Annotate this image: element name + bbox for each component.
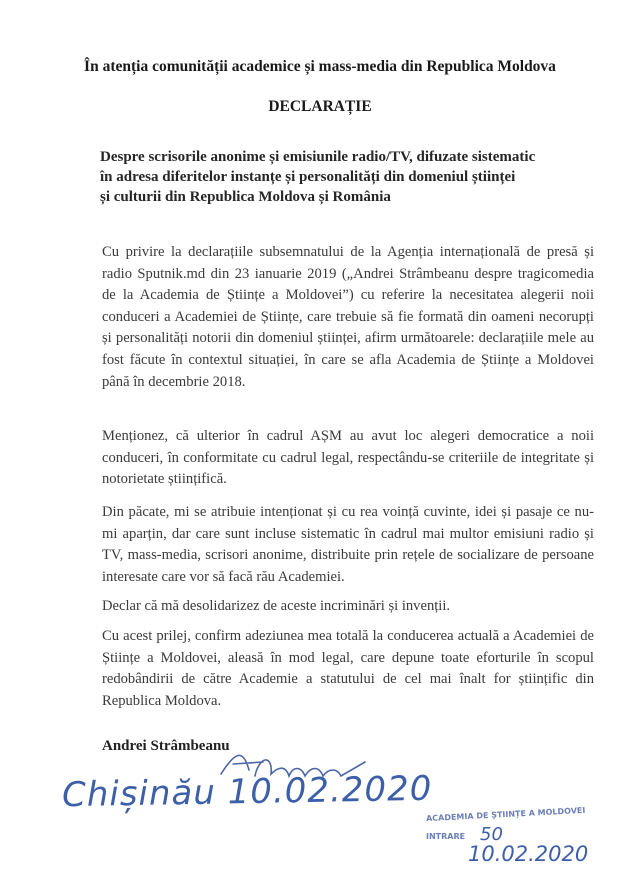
paragraph [102, 426, 594, 491]
paragraph-text: Cu acest prilej, confirm adeziunea mea totală la conducerea actuală a Academiei de Științe a Moldovei, aleasă în mod legal, care depune toate eforturile în scopul redobândirii de către Academie a statutului de cel mai înalt for științific din Republica Moldova. [102, 628, 594, 709]
subject-block [100, 147, 580, 207]
stamp-number: 50 [480, 824, 503, 845]
stamp-entry-label: INTRARE [426, 832, 466, 841]
paragraph-text: Cu privire la declarațiile subsemnatului de la Agenția internațională de presă și radio Sputnik.md din 23 ianuarie 2019 („Andrei Strâmbeanu despre tragicomedia de la Academia de Științe a Moldovei”) cu referire la necesitatea alegerii noii conduceri a Academiei de Științe, care trebuie să fie formată din oameni necorupți și personalități notorii din domeniul științei, afirm următoarele: declarațiile mele au fost făcute în contextul situației, în care se afla Academia de Științe a Moldovei până în decembrie 2018. [102, 244, 594, 390]
handwritten-place-date: Chișinău 10.02.2020 [61, 768, 433, 816]
paragraph-text: Declar că mă desolidarizez de aceste incriminări și invenții. [102, 598, 451, 614]
header-address: În atenția comunității academice și mass-media din Republica Moldova [84, 58, 556, 75]
subject-line: în adresa diferitelor instanțe și personalități din domeniul științei [100, 169, 516, 185]
subject-line: și culturii din Republica Moldova și România [100, 189, 391, 205]
stamp-date: 10.02.2020 [468, 842, 589, 866]
paragraph-text: Menționez, că ulterior în cadrul AȘM au avut loc alegeri democratice a noii conduceri, în conformitate cu cadrul legal, respectându-se criteriile de integritate și notorietate științifică. [102, 428, 594, 488]
signer-name: Andrei Strâmbeanu [102, 738, 230, 754]
paragraph [102, 502, 594, 588]
paragraph [102, 626, 594, 712]
registration-stamp [420, 805, 610, 870]
subject-line: Despre scrisorile anonime și emisiunile radio/TV, difuzate sistematic [100, 149, 536, 165]
document-title: DECLARAȚIE [268, 98, 372, 115]
paragraph [102, 596, 594, 618]
paragraph-text: Din păcate, mi se atribuie intenționat și cu rea voință cuvinte, idei și pasaje ce nu-mi aparțin, dar care sunt incluse sistematic în cadrul mai multor emisiuni radio și TV, mass-media, scrisori anonime, distribuite prin rețele de socializare de persoane interesate care vor să facă rău Academiei. [102, 504, 594, 585]
paragraph [102, 242, 594, 393]
stamp-institution: ACADEMIA DE ȘTIINȚE A MOLDOVEI [425, 805, 586, 824]
